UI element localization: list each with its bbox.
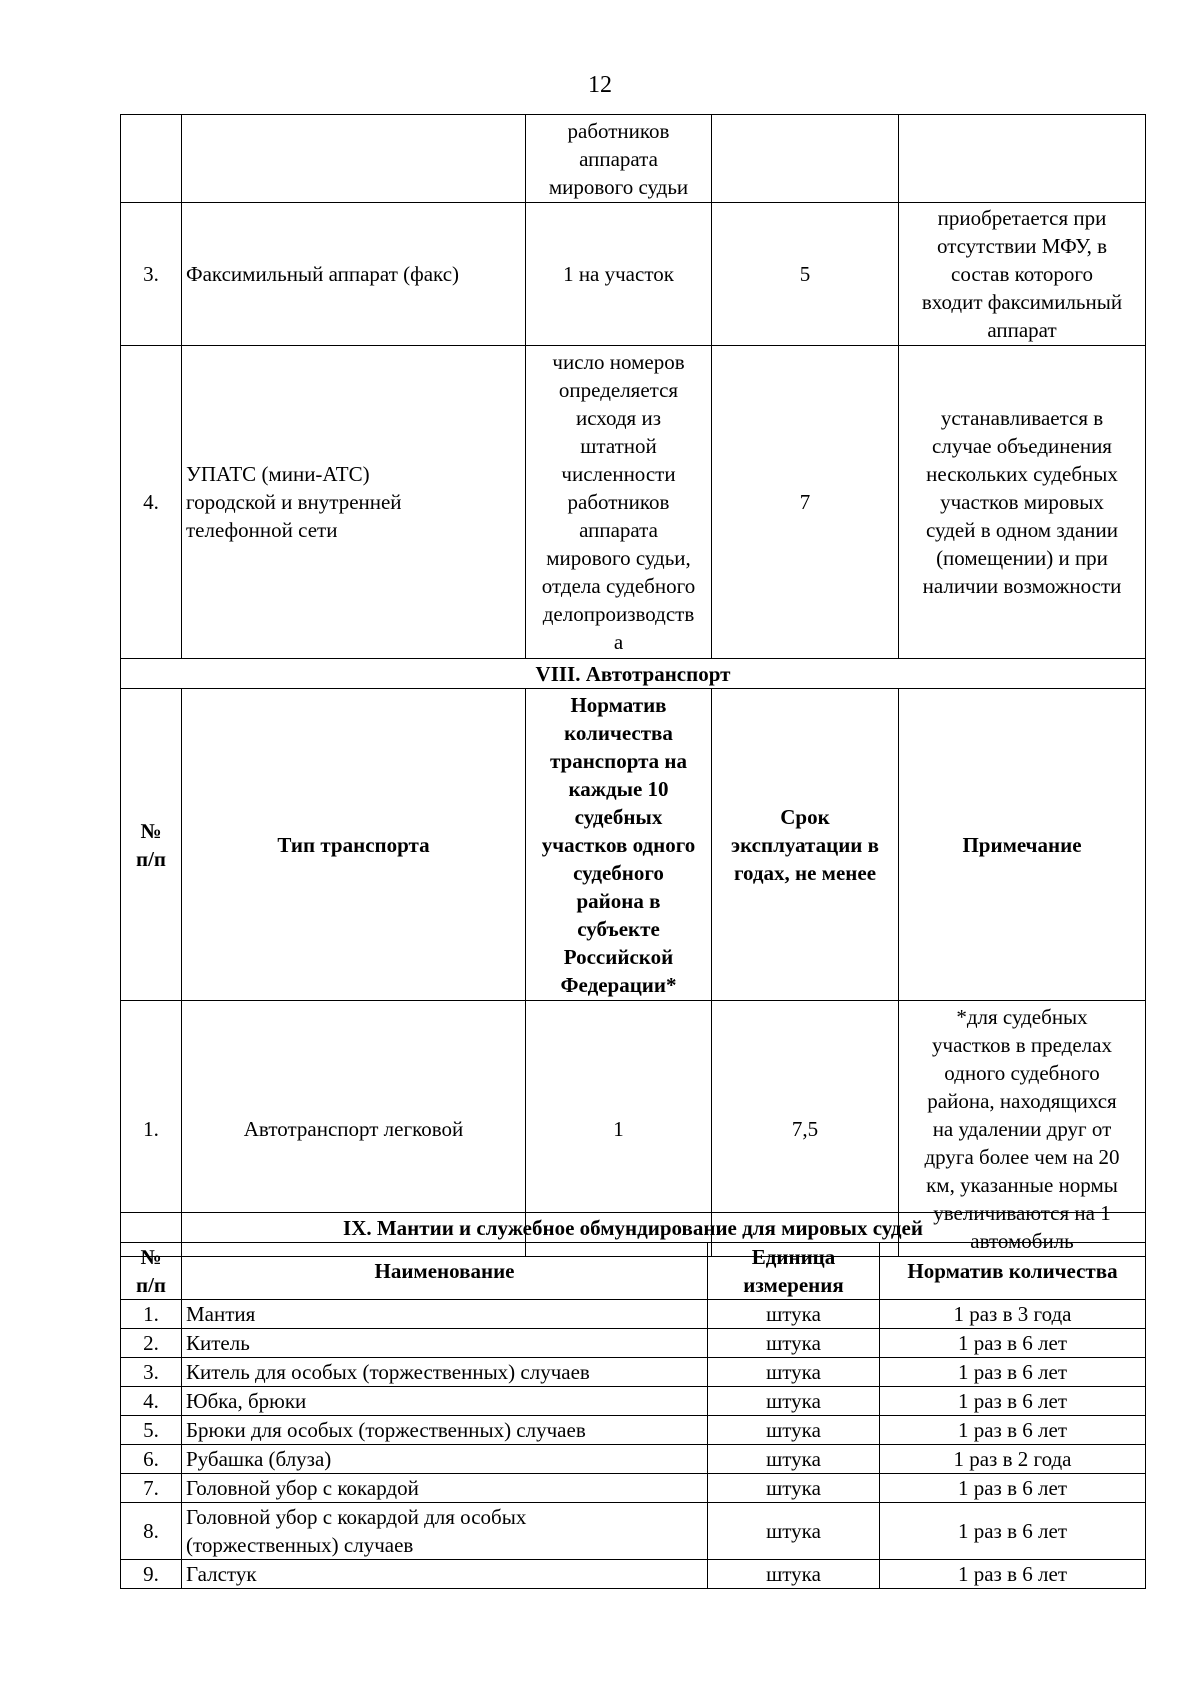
header-name: Наименование	[182, 1243, 708, 1300]
item-unit: штука	[708, 1300, 880, 1329]
row-number: 1.	[121, 1001, 182, 1257]
item-unit: штука	[708, 1416, 880, 1445]
equipment-transport-table	[120, 114, 1146, 1257]
table-row	[121, 1387, 1146, 1416]
section-title: VIII. Автотранспорт	[121, 659, 1146, 689]
continuation-norm-cell: работников аппарата мирового судьи	[526, 115, 712, 203]
header-norm: Норматив количества	[880, 1243, 1146, 1300]
item-norm: 1 раз в 6 лет	[880, 1329, 1146, 1358]
item-name: Рубашка (блуза)	[182, 1445, 708, 1474]
transport-note: *для судебных участков в пределах одного судебного района, находящихся на удалении друг от друга более чем на 20 км, указанные нормы увеличиваются на 1 автомобиль	[899, 1001, 1146, 1257]
item-term: 7	[712, 346, 899, 659]
item-term: 5	[712, 203, 899, 346]
row-number: 5.	[121, 1416, 182, 1445]
item-norm: 1 раз в 6 лет	[880, 1474, 1146, 1503]
item-name: Китель	[182, 1329, 708, 1358]
header-number: № п/п	[121, 689, 182, 1001]
header-note: Примечание	[899, 689, 1146, 1001]
item-norm: 1 раз в 6 лет	[880, 1416, 1146, 1445]
row-number: 1.	[121, 1300, 182, 1329]
row-number: 4.	[121, 1387, 182, 1416]
transport-term: 7,5	[712, 1001, 899, 1257]
table-row	[121, 1358, 1146, 1387]
item-name: Брюки для особых (торжественных) случаев	[182, 1416, 708, 1445]
table-row	[121, 203, 1146, 346]
table-row	[121, 1416, 1146, 1445]
row-number: 4.	[121, 346, 182, 659]
row-number: 3.	[121, 203, 182, 346]
header-transport-type: Тип транспорта	[182, 689, 526, 1001]
item-name: Китель для особых (торжественных) случаев	[182, 1358, 708, 1387]
section-title: IX. Мантии и служебное обмундирование для мировых судей	[121, 1213, 1146, 1243]
item-unit: штука	[708, 1560, 880, 1589]
item-unit: штука	[708, 1445, 880, 1474]
item-note: устанавливается в случае объединения нескольких судебных участков мировых судей в одном здании (помещении) и при наличии возможности	[899, 346, 1146, 659]
item-name: Юбка, брюки	[182, 1387, 708, 1416]
table-row	[121, 1329, 1146, 1358]
item-norm: 1 раз в 6 лет	[880, 1358, 1146, 1387]
uniform-rows	[121, 1300, 1146, 1589]
table-row	[121, 1560, 1146, 1589]
item-name: Головной убор с кокардой	[182, 1474, 708, 1503]
item-norm: 1 раз в 6 лет	[880, 1503, 1146, 1560]
section-header-row	[121, 659, 1146, 689]
item-unit: штука	[708, 1474, 880, 1503]
item-name: Факсимильный аппарат (факс)	[182, 203, 526, 346]
row-number: 8.	[121, 1503, 182, 1560]
item-norm: число номеров определяется исходя из штатной численности работников аппарата мирового судьи, отдела судебного делопроизводств а	[526, 346, 712, 659]
item-norm: 1 раз в 6 лет	[880, 1387, 1146, 1416]
item-unit: штука	[708, 1387, 880, 1416]
header-number: № п/п	[121, 1243, 182, 1300]
row-number: 3.	[121, 1358, 182, 1387]
row-number: 2.	[121, 1329, 182, 1358]
table-row	[121, 1474, 1146, 1503]
column-header-row	[121, 1243, 1146, 1300]
header-unit: Единица измерения	[708, 1243, 880, 1300]
item-norm: 1 раз в 6 лет	[880, 1560, 1146, 1589]
item-name: Мантия	[182, 1300, 708, 1329]
table-row	[121, 1300, 1146, 1329]
section-header-row	[121, 1213, 1146, 1243]
item-unit: штука	[708, 1329, 880, 1358]
table-row	[121, 346, 1146, 659]
transport-norm: 1	[526, 1001, 712, 1257]
page-number: 12	[588, 72, 612, 98]
item-norm: 1 раз в 3 года	[880, 1300, 1146, 1329]
item-name: Галстук	[182, 1560, 708, 1589]
row-number: 7.	[121, 1474, 182, 1503]
table-row	[121, 115, 1146, 203]
item-name: Головной убор с кокардой для особых (торжественных) случаев	[182, 1503, 708, 1560]
item-unit: штука	[708, 1503, 880, 1560]
item-norm: 1 раз в 2 года	[880, 1445, 1146, 1474]
item-norm: 1 на участок	[526, 203, 712, 346]
table-row	[121, 1503, 1146, 1560]
row-number: 9.	[121, 1560, 182, 1589]
item-name: УПАТС (мини-АТС) городской и внутренней телефонной сети	[182, 346, 526, 659]
transport-type: Автотранспорт легковой	[182, 1001, 526, 1257]
row-number: 6.	[121, 1445, 182, 1474]
table-row	[121, 1445, 1146, 1474]
item-unit: штука	[708, 1358, 880, 1387]
header-term: Срок эксплуатации в годах, не менее	[712, 689, 899, 1001]
robes-uniform-table	[120, 1212, 1146, 1589]
header-norm: Норматив количества транспорта на каждые 10 судебных участков одного судебного района в субъекте Российской Федерации*	[526, 689, 712, 1001]
item-note: приобретается при отсутствии МФУ, в состав которого входит факсимильный аппарат	[899, 203, 1146, 346]
column-header-row	[121, 689, 1146, 1001]
